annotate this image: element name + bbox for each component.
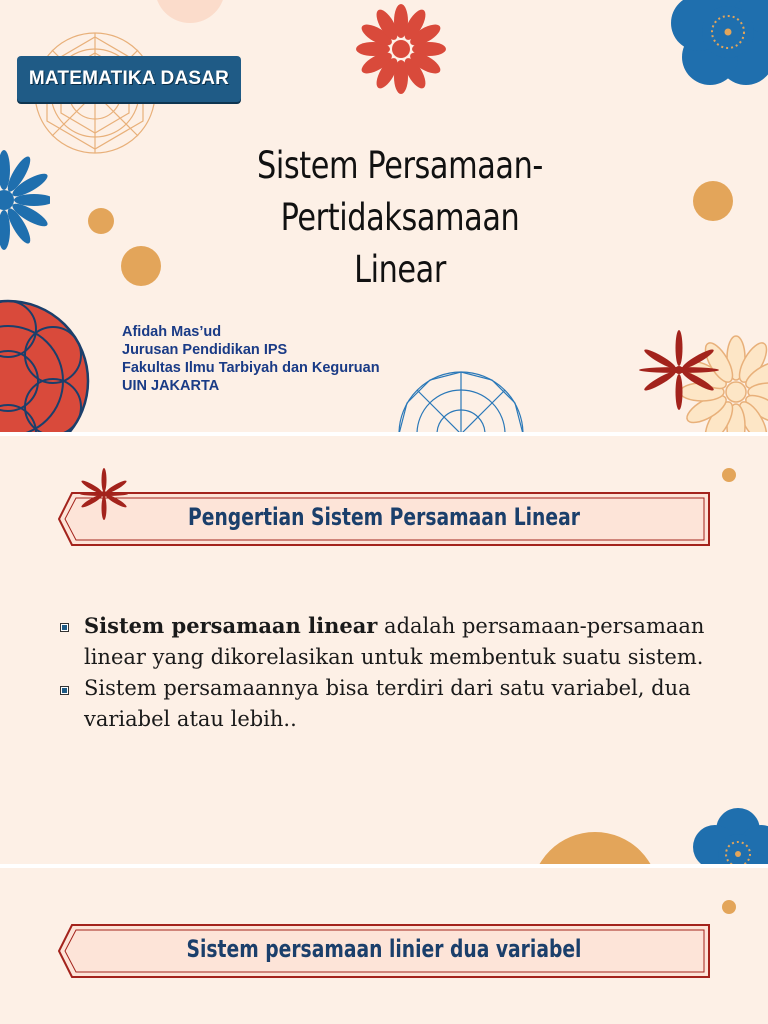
red-scalloped-flower-decoration — [0, 296, 120, 432]
two-variable-slide — [0, 868, 768, 1024]
definition-bullets — [60, 610, 720, 735]
section-heading-banner — [58, 924, 710, 978]
square-bullet-icon — [60, 623, 69, 632]
square-bullet-icon — [60, 686, 69, 695]
section-heading: Pengertian Sistem Persamaan Linear — [188, 503, 580, 531]
presentation-title — [146, 140, 654, 296]
title-line-2: Linear — [354, 248, 446, 291]
blue-geometric-half-decoration — [395, 368, 527, 432]
author-department: Jurusan Pendidikan IPS — [122, 342, 288, 358]
blue-starburst-decoration — [0, 150, 50, 250]
bullet-item — [60, 610, 720, 673]
author-university: UIN JAKARTA — [122, 378, 220, 394]
title-line-1: Sistem Persamaan-Pertidaksamaan — [257, 144, 543, 239]
section-heading-banner — [58, 492, 710, 546]
definition-slide — [0, 436, 768, 864]
bullet-text: adalah persamaan-persamaan linear yang dikorelasikan untuk membentuk suatu sistem. — [84, 614, 705, 669]
bullet-bold-term: Sistem persamaan linear — [84, 613, 378, 638]
orange-dot-decoration — [86, 206, 118, 238]
course-badge-label: MATEMATIKA DASAR — [28, 68, 230, 89]
dark-red-star-decoration — [78, 468, 130, 520]
bullet-text: Sistem persamaannya bisa terdiri dari satu variabel, dua variabel atau lebih.. — [84, 676, 691, 731]
title-slide — [0, 0, 768, 432]
blue-flower-decoration — [688, 802, 768, 864]
peach-circle-decoration — [150, 0, 230, 24]
blue-flower-decoration — [660, 0, 768, 100]
author-faculty: Fakultas Ilmu Tarbiyah dan Keguruan — [122, 360, 380, 376]
author-info — [122, 323, 380, 395]
course-badge — [17, 56, 241, 102]
orange-dot-decoration — [718, 896, 740, 918]
bullet-item — [60, 673, 720, 735]
orange-dot-decoration — [718, 464, 740, 486]
dark-red-star-decoration — [636, 330, 722, 410]
red-flower-decoration — [355, 3, 447, 95]
author-name: Afidah Mas’ud — [122, 324, 222, 340]
section-heading: Sistem persamaan linier dua variabel — [186, 935, 582, 963]
orange-semicircle-decoration — [528, 830, 662, 864]
orange-dot-decoration — [692, 180, 736, 224]
